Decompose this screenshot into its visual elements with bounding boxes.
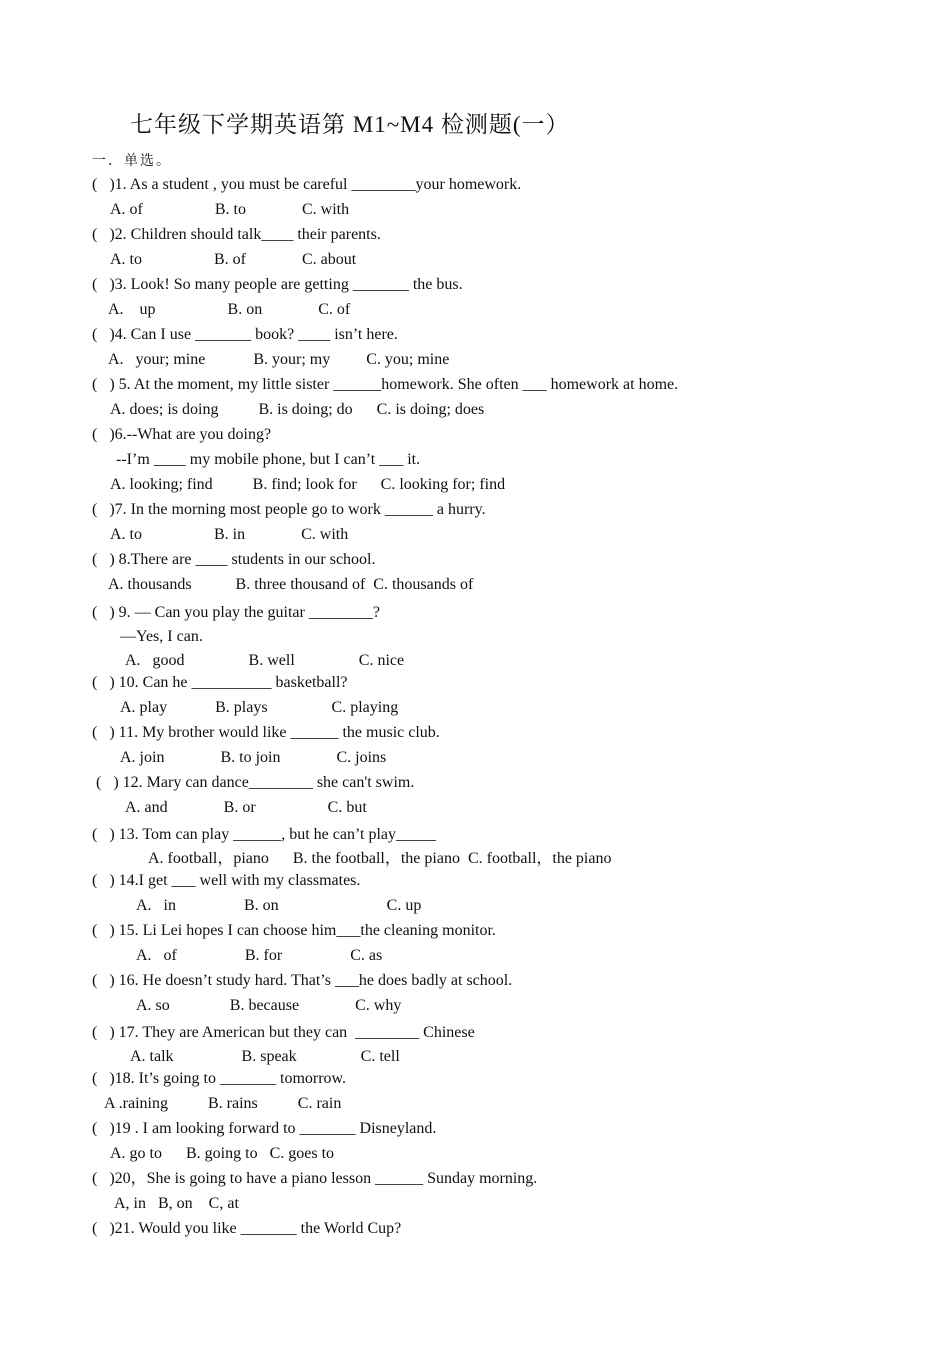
question-7: ( )7. In the morning most people go to work ______ a hurry. [92, 501, 486, 518]
question-16: ( ) 16. He doesn’t study hard. That’s ___he does badly at school. [92, 972, 513, 989]
question-13-options: A. football，piano B. the football，the piano C. football，the piano [148, 850, 612, 867]
question-19-options: A. go to B. going to C. goes to [110, 1145, 335, 1162]
question-15-options: A. of B. for C. as [136, 947, 383, 964]
question-18-options: A .raining B. rains C. rain [104, 1095, 342, 1112]
question-12-options: A. and B. or C. but [125, 799, 367, 816]
question-21: ( )21. Would you like _______ the World Cup? [92, 1220, 402, 1237]
question-4: ( )4. Can I use _______ book? ____ isn’t here. [92, 326, 398, 343]
question-17-options: A. talk B. speak C. tell [130, 1048, 400, 1065]
question-17: ( ) 17. They are American but they can ________ Chinese [92, 1024, 475, 1041]
question-2-options: A. to B. of C. about [110, 251, 357, 268]
question-6-options: A. looking; find B. find; look for C. looking for; find [110, 476, 506, 493]
section-heading: 一．单选。 [92, 154, 172, 169]
question-20: ( )20，She is going to have a piano lesson ______ Sunday morning. [92, 1170, 538, 1187]
question-5-options: A. does; is doing B. is doing; do C. is doing; does [110, 401, 485, 418]
question-11-options: A. join B. to join C. joins [120, 749, 387, 766]
question-1: ( )1. As a student , you must be careful ________your homework. [92, 176, 522, 193]
question-13: ( ) 13. Tom can play ______, but he can’t play_____ [92, 826, 436, 843]
question-10-options: A. play B. plays C. playing [120, 699, 399, 716]
question-16-options: A. so B. because C. why [136, 997, 402, 1014]
question-9-options: A. good B. well C. nice [125, 652, 405, 669]
page-title: 七年级下学期英语第 M1~M4 检测题(一） [130, 112, 570, 137]
question-12: ( ) 12. Mary can dance________ she can't swim. [96, 774, 415, 791]
question-6-reply: --I’m ____ my mobile phone, but I can’t ___ it. [116, 451, 421, 468]
question-3: ( )3. Look! So many people are getting _______ the bus. [92, 276, 463, 293]
question-14-options: A. in B. on C. up [136, 897, 422, 914]
question-6: ( )6.--What are you doing? [92, 426, 272, 443]
question-19: ( )19 . I am looking forward to _______ Disneyland. [92, 1120, 437, 1137]
question-9: ( ) 9. — Can you play the guitar ________? [92, 604, 380, 621]
question-18: ( )18. It’s going to _______ tomorrow. [92, 1070, 347, 1087]
question-15: ( ) 15. Li Lei hopes I can choose him___the cleaning monitor. [92, 922, 496, 939]
question-5: ( ) 5. At the moment, my little sister ______homework. She often ___ homework at home. [92, 376, 679, 393]
question-3-options: A. up B. on C. of [108, 301, 351, 318]
question-7-options: A. to B. in C. with [110, 526, 349, 543]
question-20-options: A, in B, on C, at [114, 1195, 239, 1212]
question-11: ( ) 11. My brother would like ______ the music club. [92, 724, 440, 741]
question-8: ( ) 8.There are ____ students in our school. [92, 551, 376, 568]
question-9-reply: —Yes, I can. [120, 628, 203, 645]
question-8-options: A. thousands B. three thousand of C. thousands of [108, 576, 474, 593]
question-14: ( ) 14.I get ___ well with my classmates. [92, 872, 361, 889]
question-2: ( )2. Children should talk____ their parents. [92, 226, 381, 243]
question-1-options: A. of B. to C. with [110, 201, 350, 218]
question-10: ( ) 10. Can he __________ basketball? [92, 674, 348, 691]
question-4-options: A. your; mine B. your; my C. you; mine [108, 351, 450, 368]
